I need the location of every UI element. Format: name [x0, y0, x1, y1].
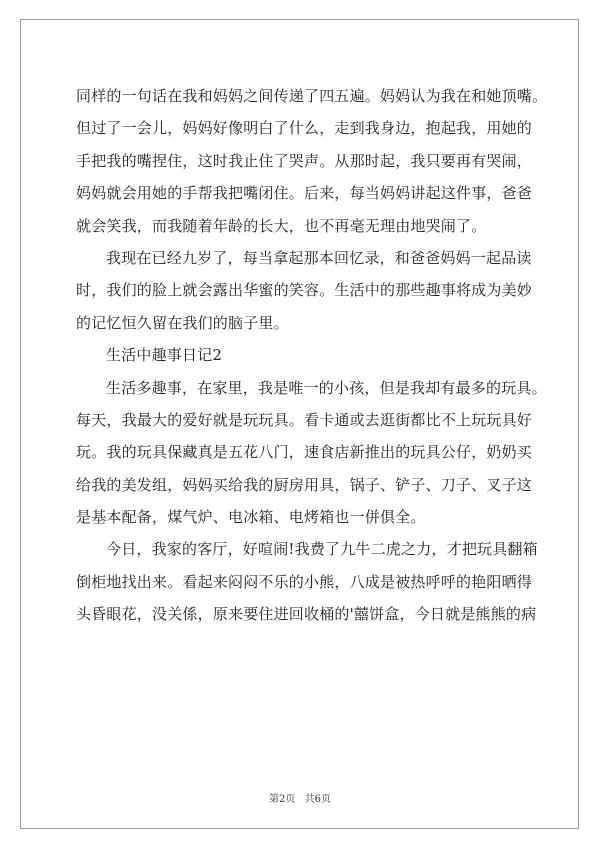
text-line: 同样的一句话在我和妈妈之间传递了四五遍。妈妈认为我在和她顶嘴。	[76, 87, 548, 105]
text-line: 手把我的嘴捏住，这时我止住了哭声。从那时起，我只要再有哭闹，	[76, 151, 533, 170]
text-line: 我现在已经九岁了，每当拿起那本回忆录，和爸爸妈妈一起品读	[106, 248, 532, 267]
text-line: 给我的美发组，妈妈买给我的厨房用具，锅子、铲子、刀子、叉子这	[76, 475, 533, 494]
text-line: 倒柜地找出来。看起来闷闷不乐的小熊，八成是被热呼呼的艳阳晒得	[76, 572, 533, 591]
text-line: 就会笑我，而我随着年龄的长大，也不再毫无理由地哭闹了。	[76, 216, 487, 235]
text-line: 妈妈就会用她的手帮我把嘴闭住。后来，每当妈妈讲起这件事，爸爸	[76, 184, 533, 203]
section-heading: 生活中趣事日记2	[106, 346, 223, 365]
text-line: 但过了一会儿，妈妈好像明白了什么，走到我身边，抱起我，用她的	[76, 119, 533, 138]
text-line: 时，我们的脸上就会露出华蜜的笑容。生活中的那些趣事将成为美妙	[76, 281, 533, 300]
text-line: 每天，我最大的爱好就是玩玩具。看卡通或去逛街都比不上玩玩具好	[76, 410, 533, 429]
text-line: 的记忆恒久留在我们的脑子里。	[76, 313, 289, 332]
text-line: 是基本配备，煤气炉、电冰箱、电烤箱也一併俱全。	[76, 508, 426, 527]
text-line: 玩。我的玩具保藏真是五花八门，速食店新推出的玩具公仔，奶奶买	[76, 443, 533, 462]
text-line: 生活多趣事，在家里，我是唯一的小孩，但是我却有最多的玩具。	[106, 378, 547, 397]
text-line: 头昏眼花，没关係，原来要住进回收桶的'囍饼盒，今日就是熊熊的病	[76, 605, 537, 624]
page-number: 第2页	[269, 794, 296, 805]
text-line: 今日，我家的客厅，好喧闹!我费了九牛二虎之力，才把玩具翻箱	[106, 540, 538, 559]
page-footer	[0, 790, 600, 805]
page-total: 共6页	[304, 794, 331, 805]
document-body	[76, 80, 548, 631]
